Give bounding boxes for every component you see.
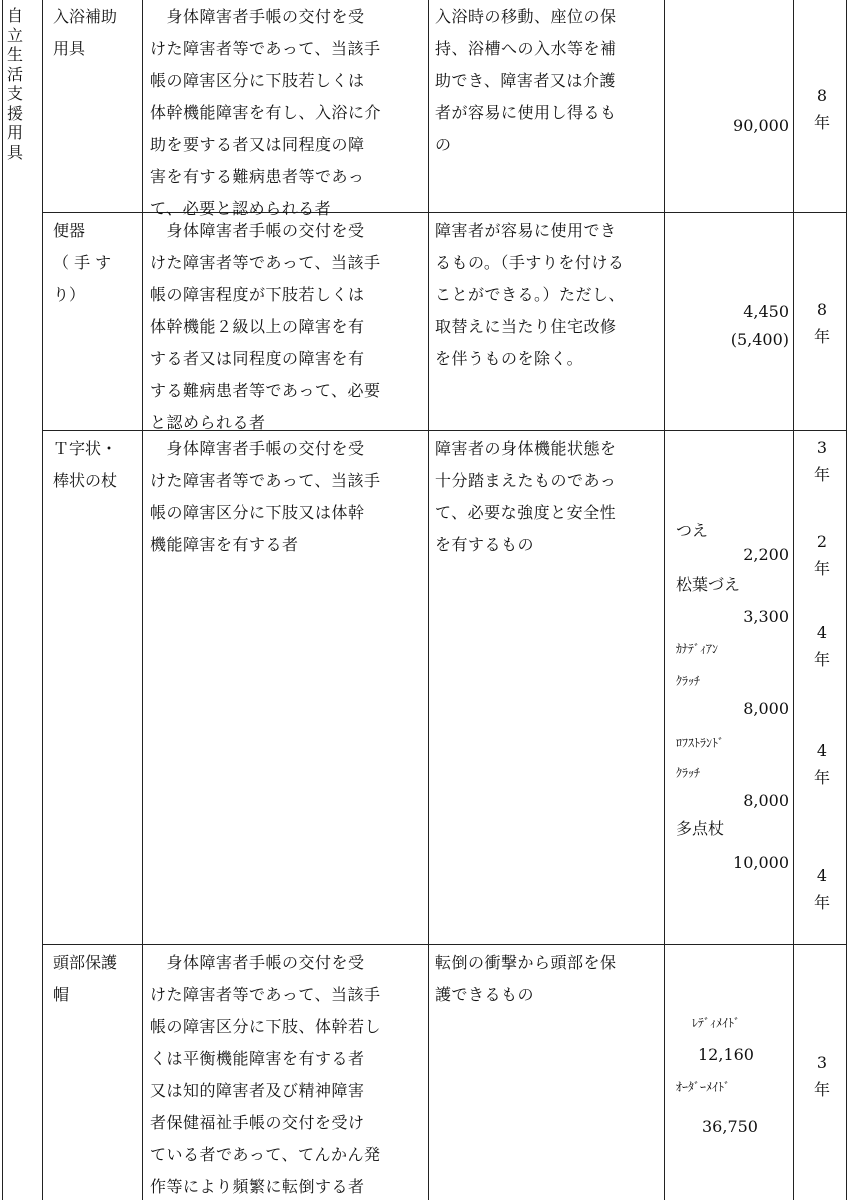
- text-line: て、必要な強度と安全性: [435, 503, 617, 522]
- years-unit: 年: [813, 113, 830, 132]
- cane-item-label: 多点杖: [676, 819, 725, 838]
- text-line: 持、浴槽への入水等を補: [435, 39, 617, 58]
- years-number: 4: [816, 741, 828, 760]
- row-1-years: [796, 82, 848, 136]
- text-line: と認められる者: [150, 413, 266, 432]
- row-2-amount: [668, 298, 789, 354]
- column-divider: [664, 0, 665, 1200]
- cane-item-amount: 10,000: [733, 853, 789, 872]
- text-line: 作等により頻繁に転倒する者: [150, 1177, 365, 1196]
- row-3-item-name: [53, 433, 139, 497]
- cane-item-label: つえ: [676, 521, 709, 540]
- name-line: 便器: [53, 221, 86, 240]
- text-line: 者が容易に使用し得るも: [435, 103, 617, 122]
- text-line: 又は知的障害者及び精神障害: [150, 1081, 365, 1100]
- column-divider: [793, 0, 794, 1200]
- years-unit: 年: [813, 650, 830, 669]
- years-unit: 年: [813, 1080, 830, 1099]
- text-line: を有するもの: [435, 535, 535, 554]
- text-line: くは平衡機能障害を有する者: [150, 1049, 365, 1068]
- text-line: けた障害者等であって、当該手: [150, 985, 381, 1004]
- cane-item-amount: 3,300: [743, 607, 789, 626]
- years-number: 8: [816, 86, 828, 105]
- cane-item-label-cont: ｸﾗｯﾁ: [676, 766, 701, 780]
- years-unit: 年: [813, 893, 830, 912]
- row-1-item-name: [53, 1, 139, 65]
- text-line: 転倒の衝撃から頭部を保: [435, 953, 617, 972]
- row-4-item-name: [53, 947, 139, 1011]
- text-line: を伴うものを除く。: [435, 349, 584, 368]
- cane-item-label: ﾛﾌｽﾄﾗﾝﾄﾞ: [676, 736, 725, 750]
- column-divider: [428, 0, 429, 1200]
- helmet-item-amount: 36,750: [702, 1117, 758, 1136]
- row-4-spec: [435, 947, 663, 1011]
- row-3-eligibility: [150, 433, 428, 561]
- years-unit: 年: [813, 465, 830, 484]
- column-divider: [142, 0, 143, 1200]
- years-unit: 年: [813, 768, 830, 787]
- cane-years: [796, 528, 848, 582]
- text-line: 帳の障害区分に下肢若しくは: [150, 71, 365, 90]
- text-line: 者保健福祉手帳の交付を受け: [150, 1113, 365, 1132]
- text-line: の: [435, 135, 452, 154]
- row-1-eligibility: [150, 1, 428, 225]
- cane-years: [796, 434, 848, 488]
- text-line: ている者であって、てんかん発: [150, 1145, 381, 1164]
- name-line: 頭部保護: [53, 953, 118, 972]
- cane-item-amount: 8,000: [743, 699, 789, 718]
- name-line: り）: [53, 285, 86, 304]
- text-line: 機能障害を有する者: [150, 535, 299, 554]
- amount-value: 4,450: [743, 302, 789, 321]
- cane-item-label: ｶﾅﾃﾞｨｱﾝ: [676, 642, 719, 656]
- text-line: けた障害者等であって、当該手: [150, 39, 381, 58]
- years-number: 8: [816, 300, 828, 319]
- text-line: 身体障害者手帳の交付を受: [150, 7, 365, 26]
- text-line: 十分踏まえたものであっ: [435, 471, 617, 490]
- text-line: 帳の障害区分に下肢又は体幹: [150, 503, 365, 522]
- name-line: Ｔ字状・: [53, 439, 118, 458]
- cane-item-amount: 2,200: [743, 545, 789, 564]
- cane-years: [796, 737, 848, 791]
- years-number: 4: [816, 623, 828, 642]
- text-line: 身体障害者手帳の交付を受: [150, 953, 365, 972]
- helmet-item-label: ﾚﾃﾞｨﾒｲﾄﾞ: [692, 1016, 741, 1030]
- row-1-spec: [435, 1, 663, 161]
- name-line: 入浴補助: [53, 7, 118, 26]
- name-line: 用具: [53, 39, 86, 58]
- name-line: （ 手 す: [53, 253, 112, 272]
- years-unit: 年: [813, 327, 830, 346]
- category-label: 自立生活支援用具: [6, 6, 23, 162]
- years-number: 4: [816, 866, 828, 885]
- row-4-years: [796, 1049, 848, 1103]
- row-1-amount: 90,000: [733, 116, 789, 135]
- text-line: 障害者が容易に使用でき: [435, 221, 617, 240]
- row-2-item-name: [53, 215, 139, 311]
- row-3-spec: [435, 433, 663, 561]
- text-line: 害を有する難病患者等であっ: [150, 167, 365, 186]
- table-border-right: [846, 0, 847, 1200]
- row-2-eligibility: [150, 215, 428, 439]
- amount-subvalue: (5,400): [730, 330, 789, 349]
- years-unit: 年: [813, 559, 830, 578]
- row-2-spec: [435, 215, 663, 375]
- text-line: する者又は同程度の障害を有: [150, 349, 365, 368]
- row-divider: [42, 944, 847, 945]
- text-line: 障害者の身体機能状態を: [435, 439, 617, 458]
- text-line: 帳の障害程度が下肢若しくは: [150, 285, 365, 304]
- cane-item-amount: 8,000: [743, 791, 789, 810]
- cane-years: [796, 862, 848, 916]
- text-line: 体幹機能障害を有し、入浴に介: [150, 103, 382, 122]
- helmet-item-amount: 12,160: [698, 1045, 754, 1064]
- text-line: 取替えに当たり住宅改修: [435, 317, 617, 336]
- text-line: 帳の障害区分に下肢、体幹若し: [150, 1017, 382, 1036]
- row-4-eligibility: [150, 947, 428, 1203]
- text-line: する難病患者等であって、必要: [150, 381, 381, 400]
- cane-years: [796, 619, 848, 673]
- text-line: 護できるもの: [435, 985, 535, 1004]
- name-line: 棒状の杖: [53, 471, 118, 490]
- text-line: 助でき、障害者又は介護: [435, 71, 616, 90]
- cane-item-label: 松葉づえ: [676, 575, 741, 594]
- table-border-left: [2, 0, 3, 1200]
- text-line: 入浴時の移動、座位の保: [435, 7, 617, 26]
- text-line: て、必要と認められる者: [150, 199, 332, 218]
- cane-item-label-cont: ｸﾗｯﾁ: [676, 674, 701, 688]
- text-line: ことができる。）ただし、: [435, 285, 626, 304]
- helmet-item-label: ｵｰﾀﾞｰﾒｲﾄﾞ: [676, 1080, 731, 1094]
- years-number: 3: [816, 1053, 828, 1072]
- name-line: 帽: [53, 985, 70, 1004]
- text-line: るもの。（手すりを付ける: [435, 253, 625, 272]
- years-number: 2: [816, 532, 828, 551]
- years-number: 3: [816, 438, 828, 457]
- row-2-years: [796, 296, 848, 350]
- text-line: 体幹機能２級以上の障害を有: [150, 317, 365, 336]
- text-line: 身体障害者手帳の交付を受: [150, 439, 365, 458]
- text-line: けた障害者等であって、当該手: [150, 253, 381, 272]
- text-line: 助を要する者又は同程度の障: [150, 135, 365, 154]
- text-line: 身体障害者手帳の交付を受: [150, 221, 365, 240]
- text-line: けた障害者等であって、当該手: [150, 471, 381, 490]
- column-divider: [42, 0, 43, 1200]
